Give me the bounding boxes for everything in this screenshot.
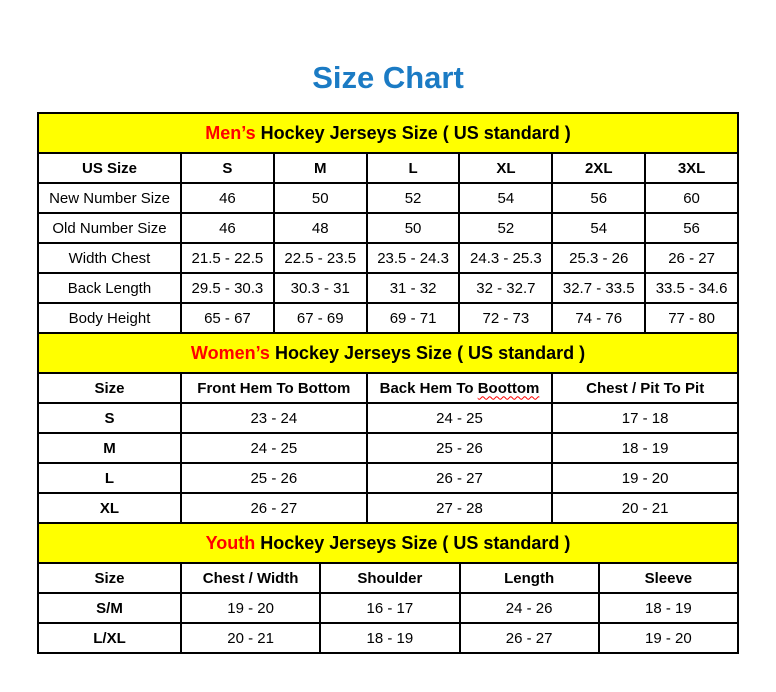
mens-row-4 [38, 303, 738, 333]
womens-row-label-2: L [38, 463, 181, 493]
mens-row-label-4: Body Height [38, 303, 181, 333]
mens-cell-3-3: 32 - 32.7 [459, 273, 552, 303]
mens-cell-4-5: 77 - 80 [645, 303, 738, 333]
womens-cell-0-1: 24 - 25 [367, 403, 553, 433]
womens-row-label-3: XL [38, 493, 181, 523]
mens-cell-2-3: 24.3 - 25.3 [459, 243, 552, 273]
youth-cell-0-3: 18 - 19 [599, 593, 738, 623]
youth-cell-1-2: 26 - 27 [460, 623, 599, 653]
mens-cell-1-5: 56 [645, 213, 738, 243]
womens-cell-1-1: 25 - 26 [367, 433, 553, 463]
mens-cell-0-3: 54 [459, 183, 552, 213]
womens-cell-3-2: 20 - 21 [552, 493, 738, 523]
womens-cell-1-2: 18 - 19 [552, 433, 738, 463]
mens-size-table [37, 112, 739, 334]
womens-header-row [38, 373, 738, 403]
womens-row-1 [38, 433, 738, 463]
mens-cell-1-2: 50 [367, 213, 460, 243]
size-tables [37, 112, 739, 654]
mens-section-title-highlight: Men’s [205, 122, 256, 143]
mens-cell-3-2: 31 - 32 [367, 273, 460, 303]
mens-cell-4-4: 74 - 76 [552, 303, 645, 333]
womens-cell-3-1: 27 - 28 [367, 493, 553, 523]
mens-section-title [38, 113, 738, 153]
mens-cell-0-0: 46 [181, 183, 274, 213]
mens-row-0 [38, 183, 738, 213]
womens-section-title [38, 333, 738, 373]
mens-row-1 [38, 213, 738, 243]
womens-cell-0-2: 17 - 18 [552, 403, 738, 433]
womens-size-table [37, 332, 739, 524]
mens-cell-3-4: 32.7 - 33.5 [552, 273, 645, 303]
youth-cell-0-2: 24 - 26 [460, 593, 599, 623]
mens-row-label-3: Back Length [38, 273, 181, 303]
youth-section-title-rest: Hockey Jerseys Size ( US standard ) [255, 532, 571, 553]
mens-col-header-4: XL [459, 153, 552, 183]
youth-row-0 [38, 593, 738, 623]
mens-row-label-2: Width Chest [38, 243, 181, 273]
youth-col-header-2: Shoulder [320, 563, 459, 593]
youth-row-label-0: S/M [38, 593, 181, 623]
womens-cell-3-0: 26 - 27 [181, 493, 367, 523]
youth-header-row [38, 563, 738, 593]
mens-cell-0-5: 60 [645, 183, 738, 213]
mens-cell-1-1: 48 [274, 213, 367, 243]
mens-col-header-0: US Size [38, 153, 181, 183]
youth-row-label-1: L/XL [38, 623, 181, 653]
youth-cell-1-3: 19 - 20 [599, 623, 738, 653]
womens-section-title-highlight: Women’s [190, 342, 270, 363]
mens-cell-2-5: 26 - 27 [645, 243, 738, 273]
mens-col-header-6: 3XL [645, 153, 738, 183]
womens-section-title-rest: Hockey Jerseys Size ( US standard ) [269, 342, 586, 363]
youth-col-header-0: Size [38, 563, 181, 593]
mens-cell-2-2: 23.5 - 24.3 [367, 243, 460, 273]
womens-cell-0-0: 23 - 24 [181, 403, 367, 433]
womens-cell-2-1: 26 - 27 [367, 463, 553, 493]
mens-cell-1-3: 52 [459, 213, 552, 243]
womens-row-3 [38, 493, 738, 523]
mens-cell-3-1: 30.3 - 31 [274, 273, 367, 303]
mens-row-label-0: New Number Size [38, 183, 181, 213]
mens-cell-4-2: 69 - 71 [367, 303, 460, 333]
womens-row-label-1: M [38, 433, 181, 463]
mens-cell-0-2: 52 [367, 183, 460, 213]
womens-col-header-3: Chest / Pit To Pit [552, 373, 738, 403]
mens-col-header-3: L [367, 153, 460, 183]
womens-row-2 [38, 463, 738, 493]
mens-cell-2-1: 22.5 - 23.5 [274, 243, 367, 273]
mens-cell-4-3: 72 - 73 [459, 303, 552, 333]
womens-row-label-0: S [38, 403, 181, 433]
womens-row-0 [38, 403, 738, 433]
mens-row-2 [38, 243, 738, 273]
mens-cell-2-0: 21.5 - 22.5 [181, 243, 274, 273]
mens-cell-4-0: 65 - 67 [181, 303, 274, 333]
mens-cell-1-0: 46 [181, 213, 274, 243]
mens-cell-4-1: 67 - 69 [274, 303, 367, 333]
youth-col-header-1: Chest / Width [181, 563, 320, 593]
youth-size-table [37, 522, 739, 654]
youth-section-title [38, 523, 738, 563]
youth-col-header-4: Sleeve [599, 563, 738, 593]
youth-col-header-3: Length [460, 563, 599, 593]
mens-cell-0-4: 56 [552, 183, 645, 213]
youth-cell-1-0: 20 - 21 [181, 623, 320, 653]
womens-col-header-0: Size [38, 373, 181, 403]
youth-cell-0-0: 19 - 20 [181, 593, 320, 623]
mens-cell-1-4: 54 [552, 213, 645, 243]
mens-col-header-1: S [181, 153, 274, 183]
mens-cell-0-1: 50 [274, 183, 367, 213]
mens-row-label-1: Old Number Size [38, 213, 181, 243]
womens-col-header-2: Back Hem To Boottom [367, 373, 553, 403]
mens-col-header-5: 2XL [552, 153, 645, 183]
mens-cell-3-5: 33.5 - 34.6 [645, 273, 738, 303]
youth-row-1 [38, 623, 738, 653]
mens-header-row [38, 153, 738, 183]
womens-cell-2-2: 19 - 20 [552, 463, 738, 493]
youth-cell-1-1: 18 - 19 [320, 623, 459, 653]
page-title: Size Chart [312, 60, 464, 95]
youth-cell-0-1: 16 - 17 [320, 593, 459, 623]
womens-cell-1-0: 24 - 25 [181, 433, 367, 463]
mens-row-3 [38, 273, 738, 303]
mens-cell-3-0: 29.5 - 30.3 [181, 273, 274, 303]
womens-col-header-1: Front Hem To Bottom [181, 373, 367, 403]
misspelled-word: Boottom [477, 379, 540, 397]
womens-cell-2-0: 25 - 26 [181, 463, 367, 493]
mens-col-header-2: M [274, 153, 367, 183]
mens-cell-2-4: 25.3 - 26 [552, 243, 645, 273]
mens-section-title-rest: Hockey Jerseys Size ( US standard ) [255, 122, 571, 143]
youth-section-title-highlight: Youth [205, 532, 256, 553]
